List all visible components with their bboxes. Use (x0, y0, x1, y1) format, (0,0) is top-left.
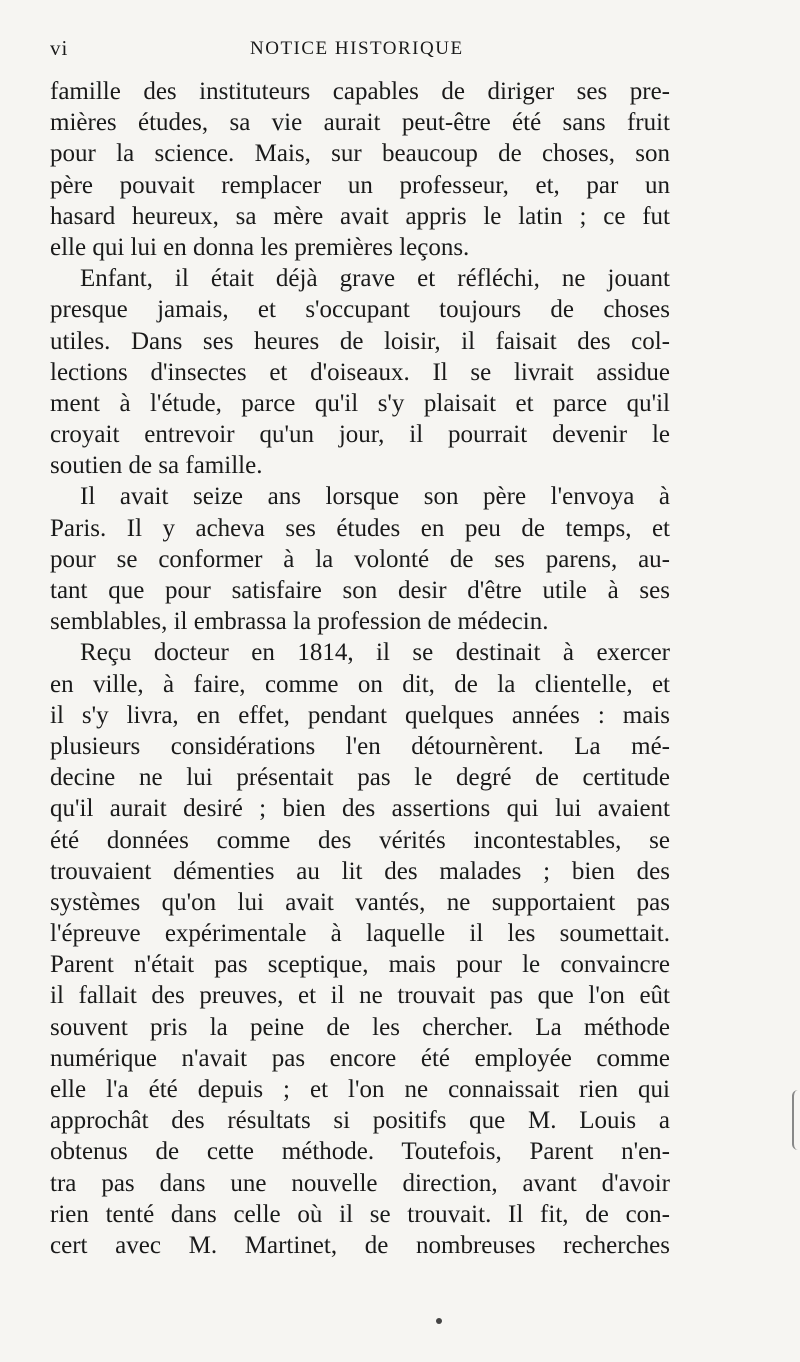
text-line: soutien de sa famille. (50, 452, 263, 480)
text-line: Reçu docteur en 1814, il se destinait à exercer (80, 639, 670, 667)
text-line: qu'il aurait desiré ; bien des assertions qui lui avaient (50, 795, 670, 823)
page-header (50, 34, 670, 64)
page-number: vi (50, 36, 69, 60)
text-line: il s'y livra, en effet, pendant quelques années : mais (50, 701, 670, 729)
text-line: rien tenté dans celle où il se trouvait. Il fit, de con- (50, 1200, 670, 1228)
text-line: souvent pris la peine de les chercher. La méthode (50, 1013, 670, 1041)
text-line: trouvaient démenties au lit des malades ; bien des (50, 857, 670, 885)
text-line: mières études, sa vie aurait peut-être été sans fruit (50, 109, 670, 137)
text-line: croyait entrevoir qu'un jour, il pourrait devenir le (50, 421, 670, 449)
text-line: elle l'a été depuis ; et l'on ne connaissait rien qui (50, 1076, 670, 1103)
text-line: tra pas dans une nouvelle direction, avant d'avoir (50, 1169, 670, 1197)
text-line: presque jamais, et s'occupant toujours de choses (50, 296, 670, 324)
page-edge-curl (792, 1090, 800, 1150)
text-line: numérique n'avait pas encore été employée comme (50, 1044, 670, 1072)
ink-speck (436, 1318, 442, 1324)
text-line: Paris. Il y acheva ses études en peu de temps, et (50, 514, 670, 542)
text-line: été données comme des vérités incontestables, se (50, 826, 670, 854)
text-line: Enfant, il était déjà grave et réfléchi, ne jouant (80, 265, 670, 293)
body-text (50, 76, 670, 1261)
text-line: plusieurs considérations l'en détournèrent. La mé- (50, 732, 670, 760)
text-line: lections d'insectes et d'oiseaux. Il se livrait assidue (50, 358, 670, 386)
text-line: pour se conformer à la volonté de ses parens, au- (50, 545, 670, 573)
text-line: elle qui lui en donna les premières leçons. (50, 233, 470, 261)
text-line: en ville, à faire, comme on dit, de la clientelle, et (50, 670, 670, 698)
text-line: approchât des résultats si positifs que M. Louis a (50, 1107, 670, 1135)
text-line: pour la science. Mais, sur beaucoup de choses, son (50, 140, 670, 168)
text-line: cert avec M. Martinet, de nombreuses recherches (50, 1231, 670, 1259)
text-line: ment à l'étude, parce qu'il s'y plaisait et parce qu'il (50, 389, 670, 417)
text-line: decine ne lui présentait pas le degré de certitude (50, 764, 670, 792)
text-line: il fallait des preuves, et il ne trouvait pas que l'on eût (50, 982, 670, 1010)
text-line: famille des instituteurs capables de diriger ses pre- (50, 78, 670, 105)
text-line: obtenus de cette méthode. Toutefois, Parent n'en- (50, 1138, 670, 1166)
text-line: hasard heureux, sa mère avait appris le latin ; ce fut (50, 202, 670, 230)
text-line: l'épreuve expérimentale à laquelle il les soumettait. (50, 920, 670, 948)
running-head: NOTICE HISTORIQUE (250, 38, 464, 59)
text-line: semblables, il embrassa la profession de médecin. (50, 608, 549, 636)
text-line: tant que pour satisfaire son desir d'être utile à ses (50, 577, 670, 604)
text-line: Il avait seize ans lorsque son père l'envoya à (80, 483, 670, 511)
text-line: Parent n'était pas sceptique, mais pour le convaincre (50, 951, 670, 979)
text-line: utiles. Dans ses heures de loisir, il faisait des col- (50, 327, 670, 355)
text-line: systèmes qu'on lui avait vantés, ne supportaient pas (50, 888, 670, 916)
text-line: père pouvait remplacer un professeur, et, par un (50, 171, 670, 199)
